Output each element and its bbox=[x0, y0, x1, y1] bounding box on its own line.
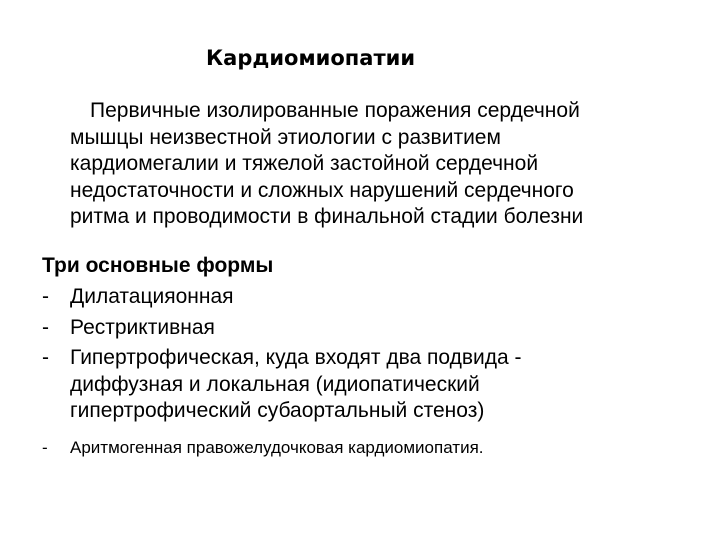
list-dash: - bbox=[42, 285, 49, 308]
definition-line: Первичные изолированные поражения сердечной bbox=[90, 99, 580, 122]
list-item-arrhythmogenic bbox=[42, 437, 692, 459]
list-item-text: Аритмогенная правожелудочковая кардиомиопатия. bbox=[70, 437, 484, 457]
list-item-text: Дилатацияонная bbox=[70, 285, 234, 308]
definition-line: недостаточности и сложных нарушений сердечного bbox=[70, 178, 574, 202]
definition-line: кардиомегалии и тяжелой застойной сердечной bbox=[70, 152, 539, 175]
definition-line: ритма и проводимости в финальной стадии болезни bbox=[70, 205, 584, 228]
forms-heading: Три основные формы bbox=[42, 254, 274, 277]
list-item-text: диффузная и локальная (идиопатический bbox=[70, 372, 480, 396]
slide-title: Кардиомиопатии bbox=[206, 46, 416, 70]
forms-list bbox=[42, 284, 692, 463]
list-dash: - bbox=[42, 437, 48, 457]
list-item-text: гипертрофический субаортальный стеноз) bbox=[70, 399, 485, 422]
list-dash: - bbox=[42, 346, 49, 369]
list-dash: - bbox=[42, 315, 49, 339]
definition-line: мышцы неизвестной этиологии с развитием bbox=[70, 125, 501, 149]
list-item-restrictive bbox=[42, 315, 692, 342]
list-item-text: Гипертрофическая, куда входят два подвида - bbox=[70, 346, 522, 369]
list-item-dilated bbox=[42, 284, 692, 311]
list-item-text: Рестриктивная bbox=[70, 315, 215, 339]
definition-paragraph bbox=[70, 98, 690, 231]
list-item-hypertrophic bbox=[42, 345, 692, 425]
